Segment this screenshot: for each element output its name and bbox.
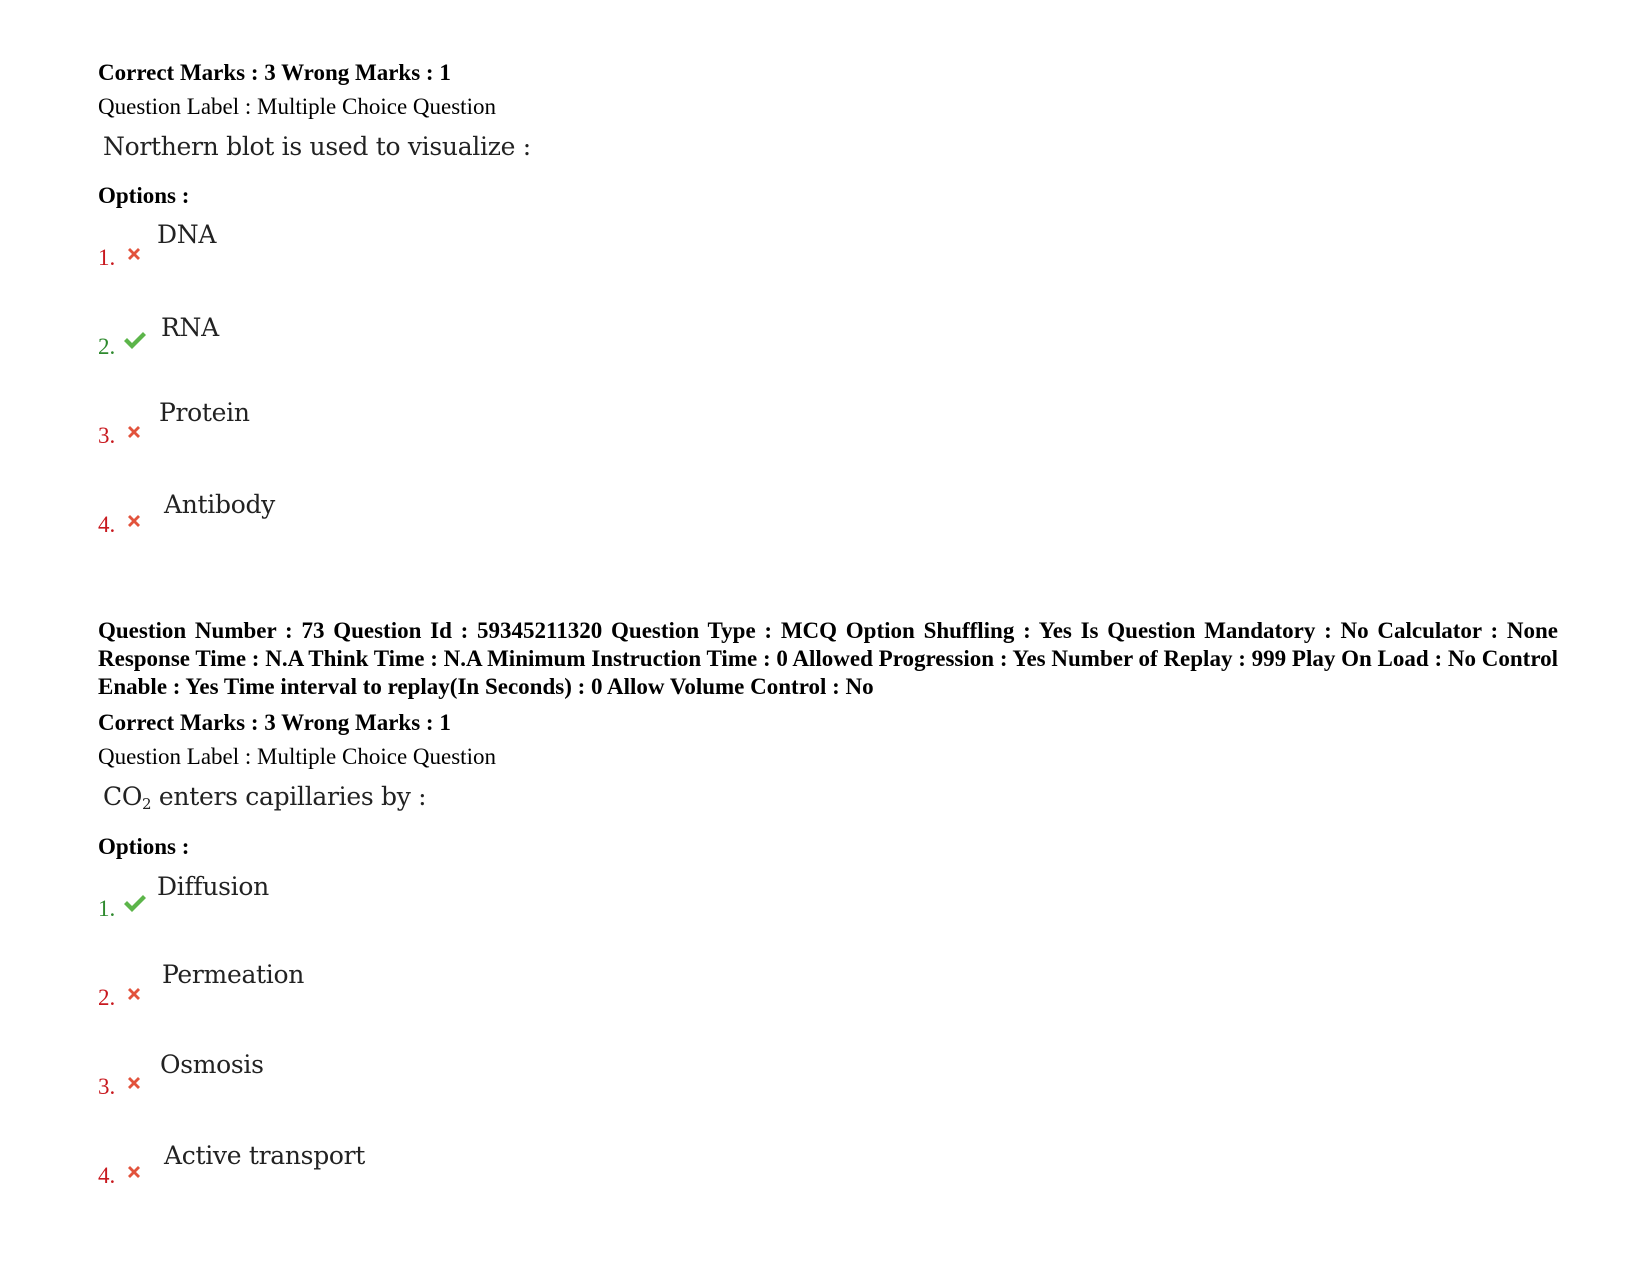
option-number: 2. bbox=[98, 985, 116, 1010]
option-number: 3. bbox=[98, 1074, 116, 1099]
option-text: Permeation bbox=[162, 960, 305, 989]
cross-icon bbox=[124, 511, 144, 531]
option-text: Antibody bbox=[164, 490, 275, 519]
q1-marks: Correct Marks : 3 Wrong Marks : 1 bbox=[98, 60, 451, 85]
option-text: RNA bbox=[161, 313, 219, 342]
option-number: 4. bbox=[98, 1163, 116, 1188]
option-text: Active transport bbox=[164, 1141, 366, 1170]
q2-text-subscript: 2 bbox=[142, 795, 152, 813]
q2-label: Question Label : Multiple Choice Question bbox=[98, 744, 496, 769]
cross-icon bbox=[124, 422, 144, 442]
option-text: Osmosis bbox=[160, 1050, 264, 1079]
q1-question-text: Northern blot is used to visualize : bbox=[103, 132, 531, 161]
option-number: 2. bbox=[98, 334, 116, 359]
option-text: Protein bbox=[159, 398, 250, 427]
check-icon bbox=[123, 892, 147, 914]
q2-options-heading: Options : bbox=[98, 834, 190, 859]
option-number: 3. bbox=[98, 423, 116, 448]
option-number: 4. bbox=[98, 512, 116, 537]
option-number: 1. bbox=[98, 245, 116, 270]
q2-text-prefix: CO bbox=[103, 782, 143, 811]
q1-options-heading: Options : bbox=[98, 183, 190, 208]
q2-marks: Correct Marks : 3 Wrong Marks : 1 bbox=[98, 710, 451, 735]
cross-icon bbox=[124, 984, 144, 1004]
check-icon bbox=[123, 329, 147, 351]
option-text: Diffusion bbox=[157, 872, 269, 901]
cross-icon bbox=[124, 244, 144, 264]
cross-icon bbox=[124, 1162, 144, 1182]
option-text: DNA bbox=[157, 220, 217, 249]
option-number: 1. bbox=[98, 896, 116, 921]
q2-text-suffix: enters capillaries by : bbox=[151, 782, 427, 811]
cross-icon bbox=[124, 1073, 144, 1093]
q1-label: Question Label : Multiple Choice Question bbox=[98, 94, 496, 119]
q2-question-text bbox=[103, 782, 426, 813]
q2-metadata: Question Number : 73 Question Id : 59345211320 Question Type : MCQ Option Shuffling : Yes Is Question Mandatory : No Calculator : None Response Time : N.A Think Time : N.A Minimum Instruction Time : 0 Allowed Progression : Yes Number of Replay : 999 Play On Load : No Control Enable : Yes Time interval to replay(In Seconds) : 0 Allow Volume Control : No bbox=[98, 618, 1558, 699]
